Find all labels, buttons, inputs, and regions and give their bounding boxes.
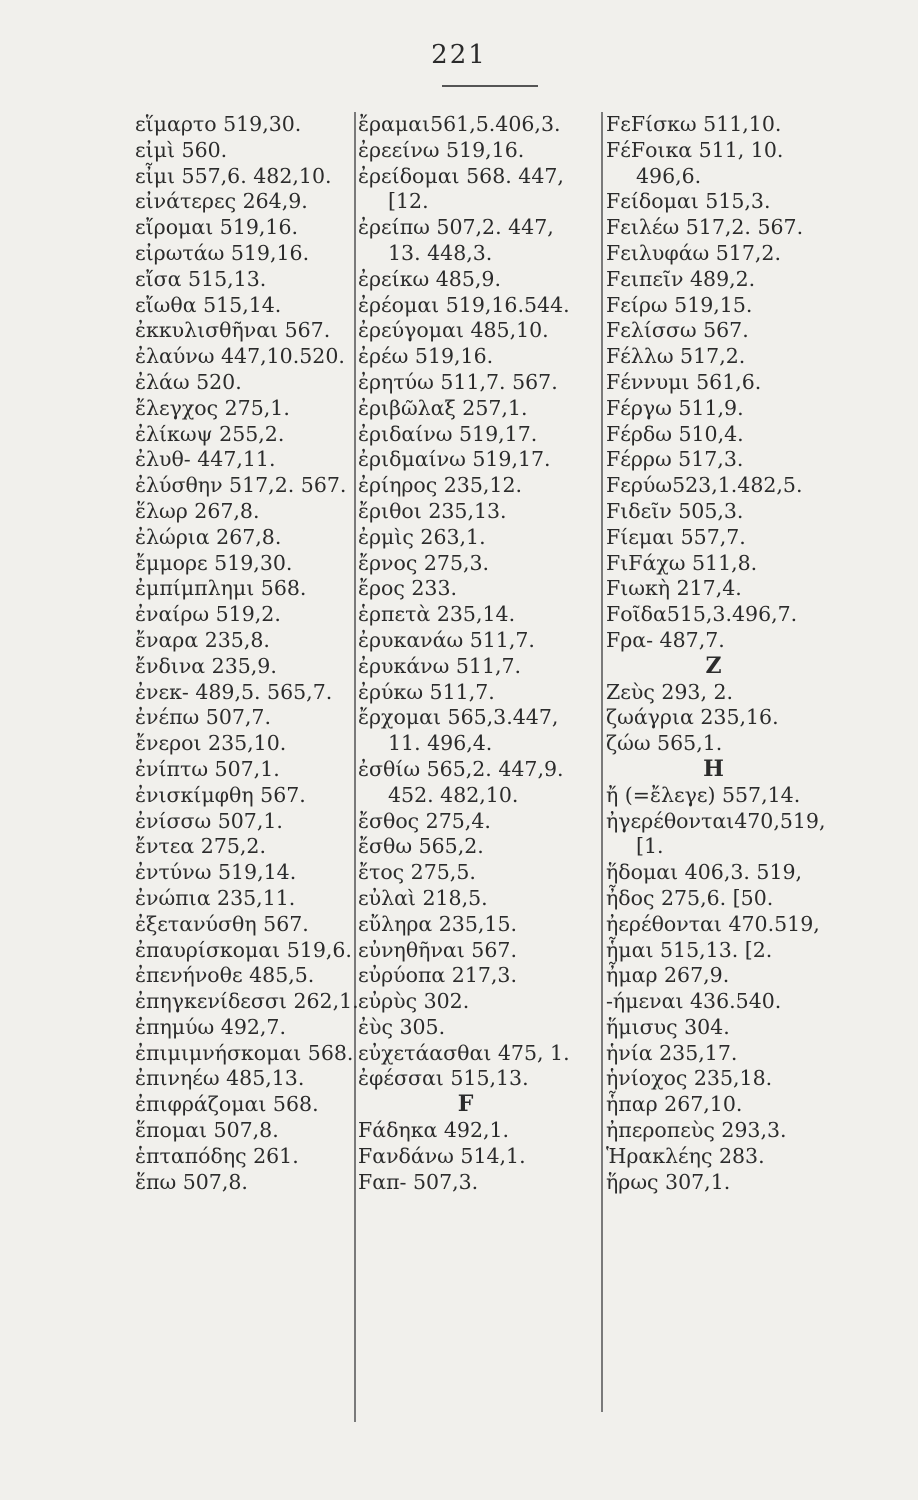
index-entry: ἦδος 275,6. [50.	[606, 885, 774, 910]
index-entry: Fέρδω 510,4.	[606, 421, 744, 446]
index-entry: εὐλαὶ 218,5.	[358, 885, 488, 910]
index-entry: εὐχετάασθαι 475, 1.	[358, 1040, 570, 1065]
index-entry: ἐριβῶλαξ 257,1.	[358, 395, 528, 420]
index-entry: Fέρρω 517,3.	[606, 447, 744, 472]
index-entry: FιFάχω 511,8.	[606, 550, 758, 575]
section-letter: H	[703, 755, 724, 782]
index-entry: ἐριδαίνω 519,17.	[358, 421, 538, 446]
index-entry: Fερύω523,1.482,5.	[606, 473, 803, 498]
index-entry: ἥδομαι 406,3. 519,	[606, 860, 803, 885]
section-letter: F	[457, 1091, 474, 1118]
index-entry: Fέννυμι 561,6.	[606, 369, 762, 394]
index-entry: ἐρίηρος 235,12.	[358, 473, 523, 498]
index-entry: ἐρυκάνω 511,7.	[358, 653, 522, 678]
index-entry: ἠπεροπεὺς 293,3.	[606, 1118, 787, 1143]
index-entry: Fέργω 511,9.	[606, 395, 744, 420]
index-entry: ἠερέθονται 470.519,	[606, 911, 820, 936]
index-entry: ἠγερέθονται470,519,	[606, 808, 826, 833]
index-entry: εὐρὺς 302.	[358, 989, 470, 1014]
index-entry: εἴσα 515,13.	[135, 266, 267, 291]
index-entry: Fείρω 519,15.	[606, 292, 753, 317]
index-entry: Fίεμαι 557,7.	[606, 524, 746, 549]
index-entry: ἐφέσσαι 515,13.	[358, 1066, 529, 1091]
index-entry: Fανδάνω 514,1.	[358, 1143, 526, 1168]
index-entry: Fιδεῖν 505,3.	[606, 498, 744, 523]
index-entry: ἐπιφράζομαι 568.	[135, 1092, 319, 1117]
index-entry: εἴωθα 515,14.	[135, 292, 282, 317]
index-entry: ἐρύκω 511,7.	[358, 679, 495, 704]
index-entry: εὔληρα 235,15.	[358, 911, 518, 936]
index-entry: Fιωκὴ 217,4.	[606, 576, 742, 601]
index-entry: Ἡρακλέης 283.	[606, 1143, 765, 1168]
index-entry: ἐνίπτω 507,1.	[135, 756, 280, 781]
index-entry: ἐρητύω 511,7. 567.	[358, 369, 558, 394]
index-entry: ἕλωρ 267,8.	[135, 498, 260, 523]
index-entry: ἐλώρια 267,8.	[135, 524, 282, 549]
index-entry: ἥρως 307,1.	[606, 1169, 731, 1194]
index-entry: [12.	[388, 189, 429, 214]
index-entry: ἐρεείνω 519,16.	[358, 137, 525, 162]
index-entry: 13. 448,3.	[388, 240, 493, 265]
index-entry: ἐνεκ- 489,5. 565,7.	[135, 679, 333, 704]
index-entry: ἐπηγκενίδεσσι 262,1.	[135, 989, 359, 1014]
index-entry: ἐλαύνω 447,10.520.	[135, 344, 345, 369]
index-entry: Fοῖδα515,3.496,7.	[606, 602, 798, 627]
index-entry: εἴρομαι 519,16.	[135, 215, 299, 240]
index-entry: ἡνίοχος 235,18.	[606, 1066, 773, 1091]
index-entry: ἔνεροι 235,10.	[135, 731, 287, 756]
index-entry: Fείδομαι 515,3.	[606, 189, 771, 214]
index-entry: ἑπταπόδης 261.	[135, 1143, 299, 1168]
index-entry: ἐπημύω 492,7.	[135, 1014, 286, 1039]
index-entry: ἐρεύγομαι 485,10.	[358, 318, 549, 343]
index-entry: ἐριδμαίνω 519,17.	[358, 447, 551, 472]
index-entry: ἔμμορε 519,30.	[135, 550, 293, 575]
index-entry: εἰνάτερες 264,9.	[135, 189, 308, 214]
index-entry: Fελίσσω 567.	[606, 318, 749, 343]
index-entry: ἔτος 275,5.	[358, 860, 476, 885]
index-entry: Fέλλω 517,2.	[606, 344, 746, 369]
index-entry: 496,6.	[636, 163, 702, 188]
index-entry: ἐρείπω 507,2. 447,	[358, 215, 554, 240]
index-entry: FεFίσκω 511,10.	[606, 112, 782, 136]
index-entry: ἧμαι 515,13. [2.	[606, 937, 773, 962]
index-entry: ἥμισυς 304.	[606, 1014, 730, 1039]
index-entry: ἐνέπω 507,7.	[135, 705, 271, 730]
index-entry: ἡνία 235,17.	[606, 1040, 738, 1065]
index-entry: ἐναίρω 519,2.	[135, 602, 281, 627]
index-entry: -ήμεναι 436.540.	[606, 989, 782, 1014]
index-entry: ἔσθω 565,2.	[358, 834, 484, 859]
index-column-1	[135, 112, 359, 1195]
index-entry: ἐρείδομαι 568. 447,	[358, 163, 564, 188]
index-entry: εἶμι 557,6. 482,10.	[135, 163, 332, 188]
index-entry: ἐμπίμπλημι 568.	[135, 576, 307, 601]
index-entry: ἐνίσσω 507,1.	[135, 808, 283, 833]
index-entry: ἦμαρ 267,9.	[606, 963, 730, 988]
index-entry: ἔσθος 275,4.	[358, 808, 491, 833]
index-entry: ἐὺς 305.	[358, 1014, 446, 1039]
index-entry: ἐρυκανάω 511,7.	[358, 627, 535, 652]
header-rule	[442, 85, 538, 87]
index-entry: Fειλυφάω 517,2.	[606, 240, 781, 265]
section-letter: Z	[705, 652, 722, 679]
index-entry: ἐλυθ- 447,11.	[135, 447, 276, 472]
index-entry: ἐρμὶς 263,1.	[358, 524, 486, 549]
index-entry: ἐρείκω 485,9.	[358, 266, 501, 291]
index-entry: Fρα- 487,7.	[606, 627, 725, 652]
index-entry: Fαπ- 507,3.	[358, 1169, 479, 1194]
index-entry: ἔναρα 235,8.	[135, 627, 270, 652]
index-entry: ἑρπετὰ 235,14.	[358, 602, 516, 627]
index-entry: ζώω 565,1.	[606, 731, 723, 756]
index-entry: ἐλύσθην 517,2. 567.	[135, 473, 347, 498]
index-entry: Ζεὺς 293, 2.	[606, 679, 734, 704]
column-divider	[354, 112, 356, 1422]
index-entry: ἔραμαι561,5.406,3.	[358, 112, 561, 136]
index-entry: ἐνώπια 235,11.	[135, 885, 296, 910]
index-entry: ἔνδινα 235,9.	[135, 653, 277, 678]
index-entry: εὐρύοπα 217,3.	[358, 963, 517, 988]
index-entry: [1.	[636, 834, 664, 859]
index-entry: Fάδηκα 492,1.	[358, 1118, 510, 1143]
index-entry: ἕπομαι 507,8.	[135, 1118, 279, 1143]
index-entry: ἐπενήνοθε 485,5.	[135, 963, 315, 988]
index-column-2	[358, 112, 603, 1195]
index-column-3	[606, 112, 856, 1195]
index-entry: ἔρχομαι 565,3.447,	[358, 705, 559, 730]
index-entry: ἐκκυλισθῆναι 567.	[135, 318, 331, 343]
index-entry: 452. 482,10.	[388, 782, 519, 807]
index-entry: ἧπαρ 267,10.	[606, 1092, 743, 1117]
index-entry: ζωάγρια 235,16.	[606, 705, 779, 730]
index-entry: ἐπαυρίσκομαι 519,6.	[135, 937, 352, 962]
index-entry: ἔλεγχος 275,1.	[135, 395, 290, 420]
index-entry: 11. 496,4.	[388, 731, 493, 756]
index-entry: ἔντεα 275,2.	[135, 834, 266, 859]
index-entry: ἐλίκωψ 255,2.	[135, 421, 285, 446]
index-entry: εὐνηθῆναι 567.	[358, 937, 517, 962]
index-entry: Fειπεῖν 489,2.	[606, 266, 756, 291]
index-entry: ἐρέω 519,16.	[358, 344, 494, 369]
index-entry: ἐνισκίμφθη 567.	[135, 782, 306, 807]
index-entry: Fειλέω 517,2. 567.	[606, 215, 804, 240]
index-entry: ἔρνος 275,3.	[358, 550, 490, 575]
index-entry: ἐλάω 520.	[135, 369, 242, 394]
index-entry: ἐρέομαι 519,16.544.	[358, 292, 570, 317]
index-entry: ἤ (=ἔλεγε) 557,14.	[606, 782, 801, 807]
index-entry: εἰμὶ 560.	[135, 137, 228, 162]
index-entry: εἰρωτάω 519,16.	[135, 240, 310, 265]
index-entry: ἕπω 507,8.	[135, 1169, 248, 1194]
index-entry: ἐπινηέω 485,13.	[135, 1066, 305, 1091]
index-entry: εἵμαρτο 519,30.	[135, 112, 302, 136]
index-entry: ἔρος 233.	[358, 576, 458, 601]
page-number: 221	[431, 40, 487, 70]
index-entry: ἐσθίω 565,2. 447,9.	[358, 756, 564, 781]
index-entry: ἐπιμιμνήσκομαι 568.	[135, 1040, 354, 1065]
index-entry: ἐξετανύσθη 567.	[135, 911, 309, 936]
index-entry: ἔριθοι 235,13.	[358, 498, 507, 523]
index-entry: ἐντύνω 519,14.	[135, 860, 297, 885]
index-entry: FέFοικα 511, 10.	[606, 137, 784, 162]
